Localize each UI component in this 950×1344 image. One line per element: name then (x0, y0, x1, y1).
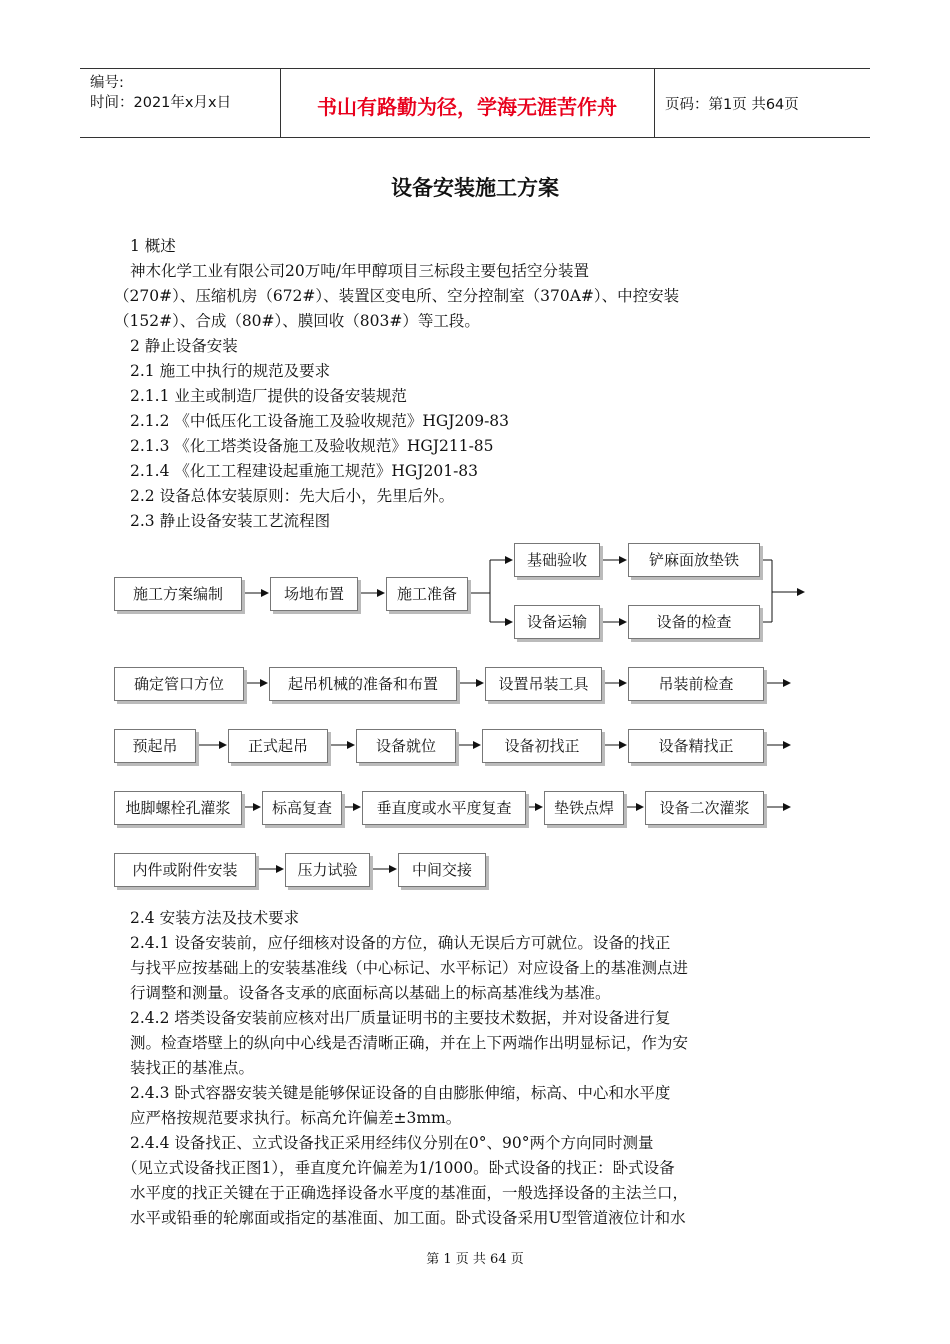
flow-step: 垫铁点焊 (544, 791, 624, 825)
paragraph-line: 2.1.3 《化工塔类设备施工及验收规范》HGJ211-85 (130, 437, 494, 455)
flow-step: 预起吊 (114, 729, 196, 763)
paragraph-line: 测。检查塔壁上的纵向中心线是否清晰正确，并在上下两端作出明显标记，作为安 (130, 1034, 689, 1052)
page-footer: 第 1 页 共 64 页 (426, 1252, 524, 1267)
paragraph-line: 神木化学工业有限公司20万吨/年甲醇项目三标段主要包括空分装置 (130, 262, 589, 280)
section-heading: 2.3 静止设备安装工艺流程图 (130, 512, 331, 530)
paragraph-line: 2.4.3 卧式容器安装关键是能够保证设备的自由膨胀伸缩，标高、中心和水平度 (130, 1084, 671, 1102)
flow-step: 场地布置 (270, 577, 358, 611)
flow-step: 确定管口方位 (114, 667, 244, 701)
flow-step: 起吊机械的准备和布置 (269, 667, 457, 701)
paragraph-line: 与找平应按基础上的安装基准线（中心标记、水平标记）对应设备上的基准测点进 (130, 959, 689, 977)
number-label: 编号: (90, 75, 124, 91)
paragraph-line: 应严格按规范要求执行。标高允许偏差±3mm。 (130, 1109, 462, 1127)
paragraph-line: （270#）、压缩机房（672#）、装置区变电所、空分控制室（370A#）、中控安装 (114, 287, 680, 305)
flow-step: 施工准备 (386, 577, 468, 611)
flow-step: 设备就位 (356, 729, 456, 763)
header-motto: 书山有路勤为径，学海无涯苦作舟 (317, 95, 617, 119)
paragraph-line: 装找正的基准点。 (130, 1059, 255, 1077)
flow-step: 设备运输 (514, 605, 600, 639)
paragraph-line: （152#）、合成（80#）、膜回收（803#）等工段。 (114, 312, 480, 330)
flow-step: 正式起吊 (228, 729, 328, 763)
paragraph-line: 2.4.4 设备找正、立式设备找正采用经纬仪分别在0°、90°两个方向同时测量 (130, 1134, 654, 1152)
flow-step: 设备二次灌浆 (645, 791, 764, 825)
flow-step: 设置吊装工具 (485, 667, 602, 701)
paragraph-line: 2.1.1 业主或制造厂提供的设备安装规范 (130, 387, 407, 405)
section-heading: 2.4 安装方法及技术要求 (130, 909, 300, 927)
flow-step: 内件或附件安装 (114, 853, 256, 887)
flow-step: 设备初找正 (482, 729, 602, 763)
section-heading: 2.1 施工中执行的规范及要求 (130, 362, 331, 380)
section-heading: 1 概述 (130, 237, 176, 255)
flow-step: 吊装前检查 (628, 667, 764, 701)
paragraph-line: 2.1.2 《中低压化工设备施工及验收规范》HGJ209-83 (130, 412, 510, 430)
paragraph-line: 2.4.1 设备安装前，应仔细核对设备的方位，确认无误后方可就位。设备的找正 (130, 934, 671, 952)
section-heading: 2.2 设备总体安装原则：先大后小，先里后外。 (130, 487, 455, 505)
header-page-info: 页码：第1页 共64页 (665, 97, 799, 113)
paragraph-line: 行调整和测量。设备各支承的底面标高以基础上的标高基准线为基准。 (130, 984, 611, 1002)
paragraph-line: 水平或铅垂的轮廓面或指定的基准面、加工面。卧式设备采用U型管道液位计和水 (130, 1209, 686, 1227)
flow-step: 地脚螺栓孔灌浆 (114, 791, 242, 825)
document-title: 设备安装施工方案 (391, 176, 559, 200)
section-heading: 2 静止设备安装 (130, 337, 238, 355)
paragraph-line: 2.4.2 塔类设备安装前应核对出厂质量证明书的主要技术数据，并对设备进行复 (130, 1009, 671, 1027)
flow-step: 垂直度或水平度复查 (362, 791, 526, 825)
flow-step: 中间交接 (398, 853, 486, 887)
paragraph-line: （见立式设备找正图1），垂直度允许偏差为1/1000。卧式设备的找正：卧式设备 (122, 1159, 675, 1177)
flow-step: 标高复查 (262, 791, 342, 825)
flow-step: 设备的检查 (628, 605, 760, 639)
paragraph-line: 2.1.4 《化工工程建设起重施工规范》HGJ201-83 (130, 462, 479, 480)
flow-step: 铲麻面放垫铁 (628, 543, 760, 577)
flow-step: 压力试验 (285, 853, 370, 887)
flow-step: 设备精找正 (628, 729, 764, 763)
time-label: 时间：2021年x月x日 (90, 95, 232, 111)
flow-step: 基础验收 (514, 543, 600, 577)
paragraph-line: 水平度的找正关键在于正确选择设备水平度的基准面，一般选择设备的主法兰口， (130, 1184, 689, 1202)
flow-step: 施工方案编制 (114, 577, 242, 611)
